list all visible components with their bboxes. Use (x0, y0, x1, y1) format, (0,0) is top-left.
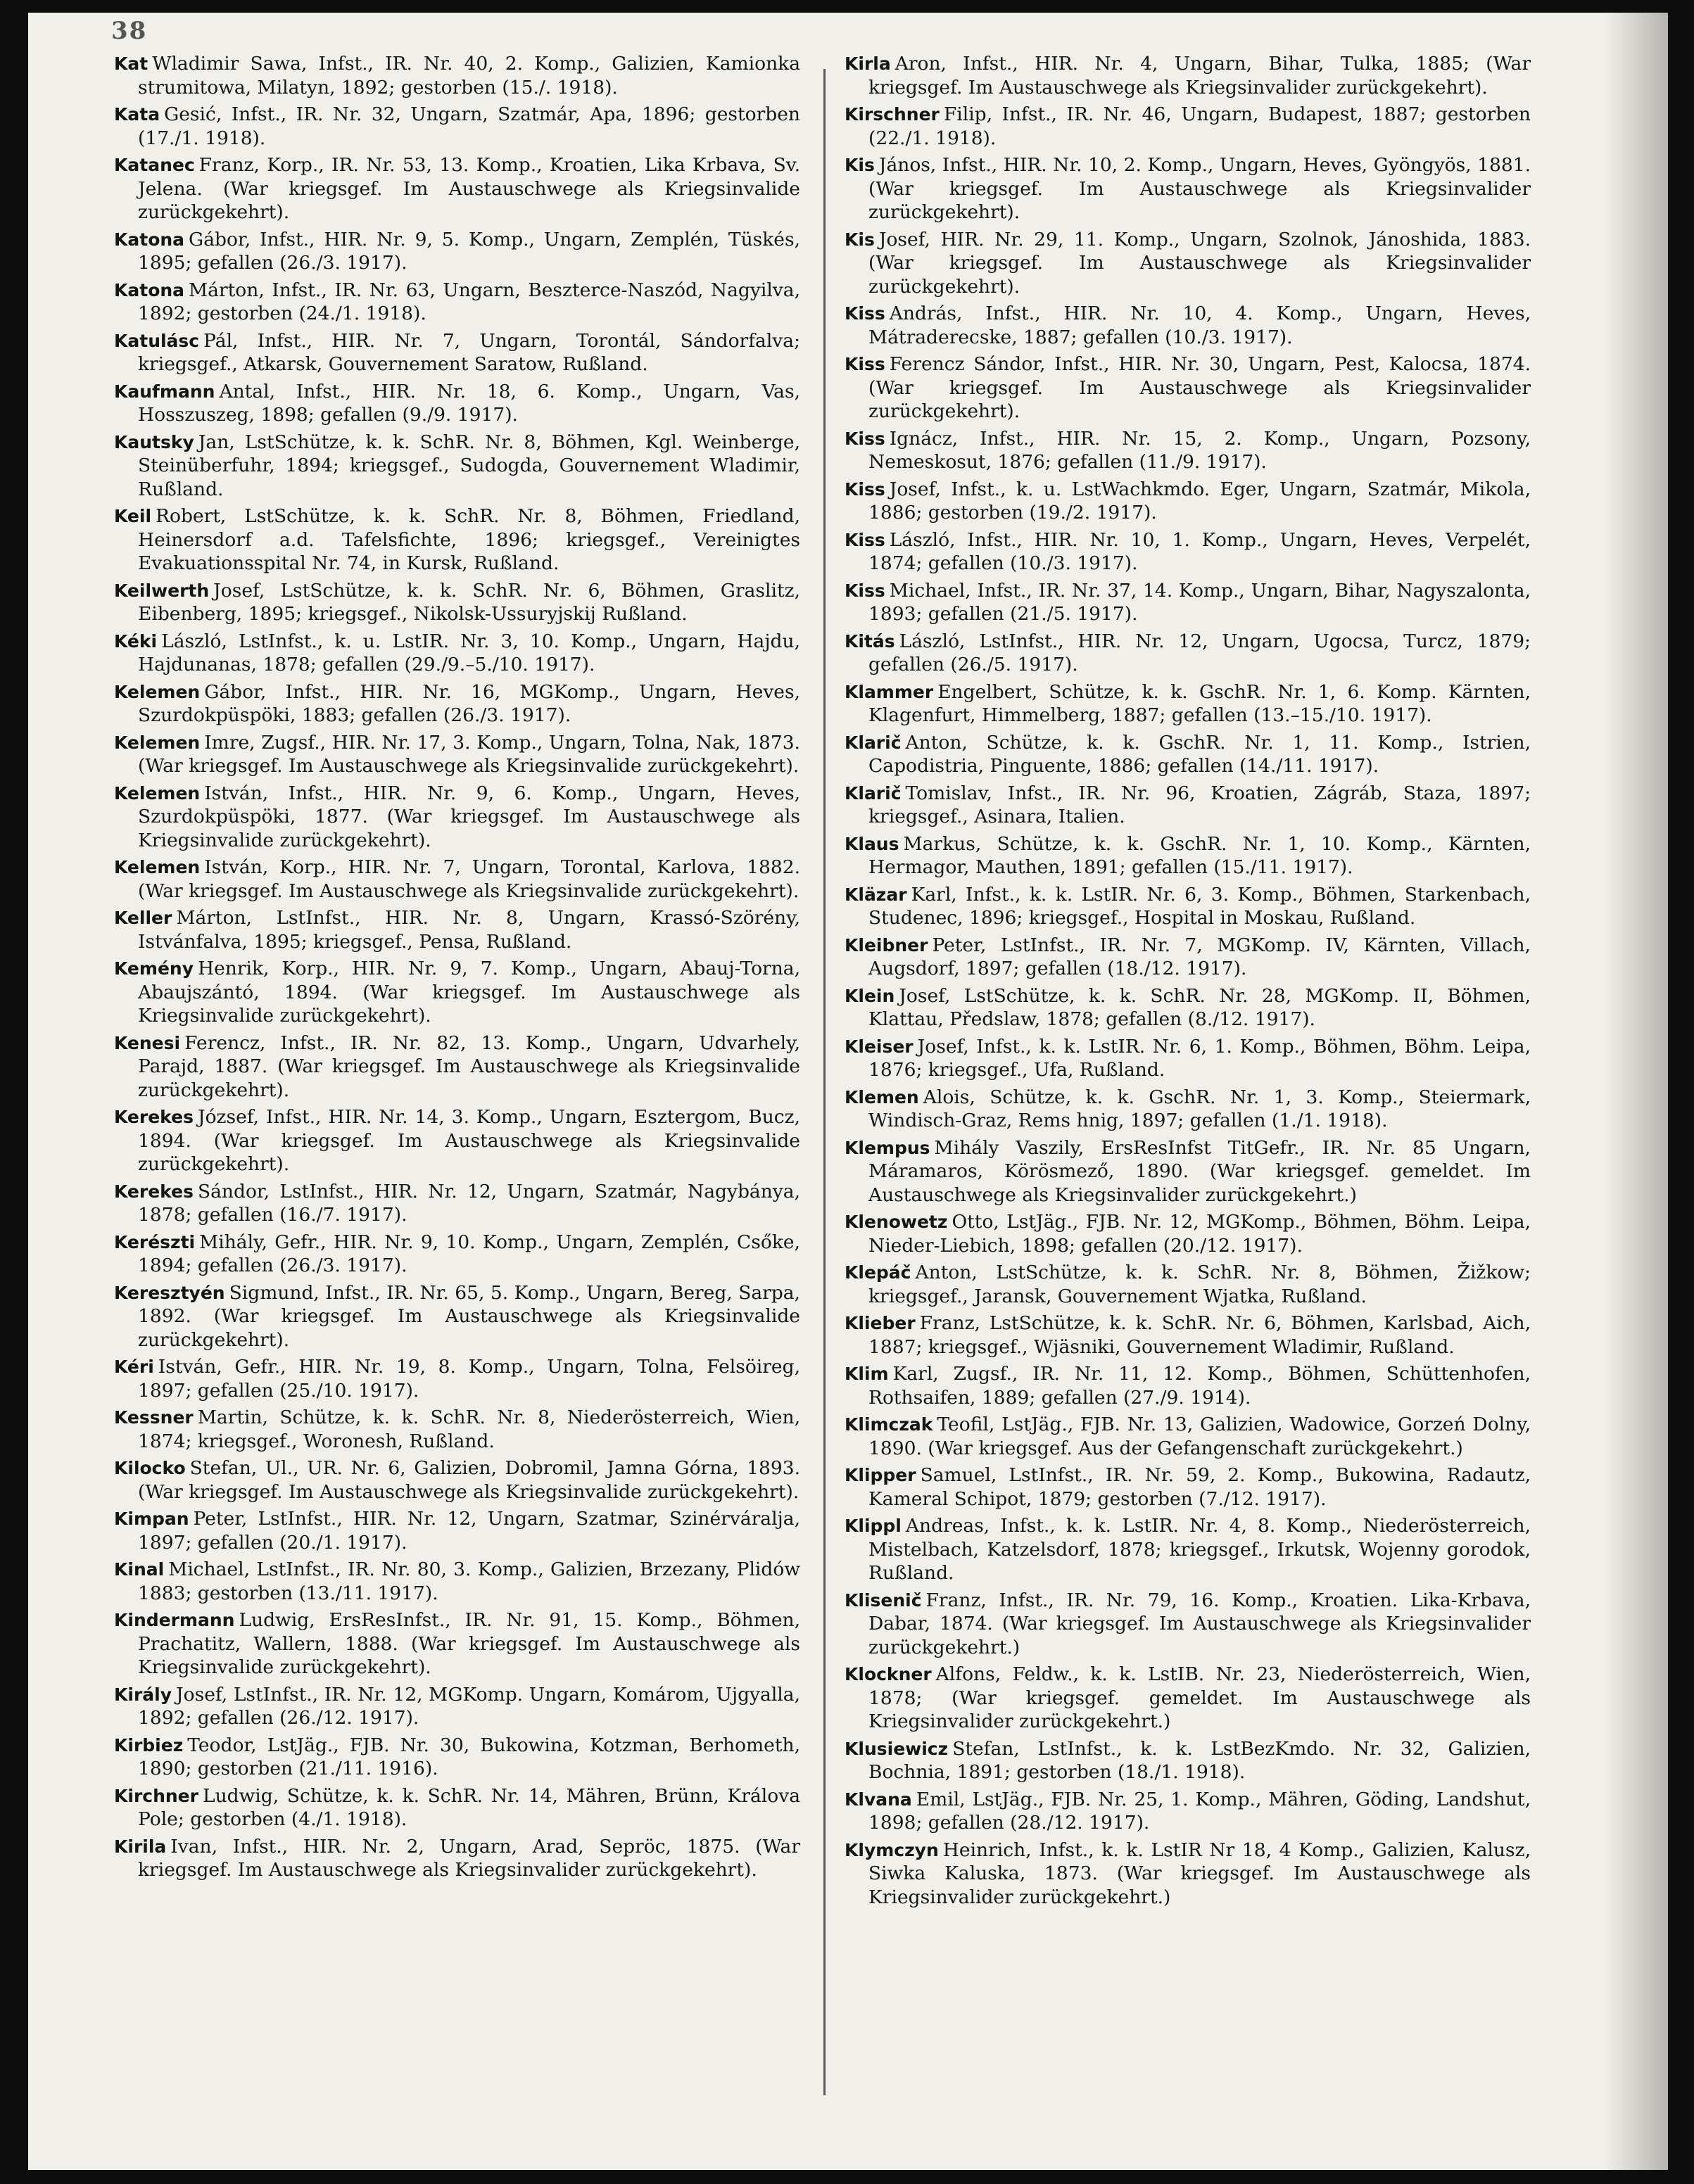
entry-details: Gesić, Infst., IR. Nr. 32, Ungarn, Szatmár, Apa, 1896; gestorben (17./1. 1918). (138, 103, 800, 149)
register-entry (114, 1231, 800, 1278)
register-entry (114, 380, 800, 427)
register-entry (114, 1105, 800, 1176)
entry-details: Márton, LstInfst., HIR. Nr. 8, Ungarn, Krassó-Szörény, Istvánfalva, 1895; kriegsgef., Pensa, Rußland. (138, 907, 800, 953)
entry-details: Franz, Korp., IR. Nr. 53, 13. Komp., Kroatien, Lika Krbava, Sv. Jelena. (War kriegsgef. Im Austauschwege als Kriegsinvalide zurückgekehrt). (138, 154, 800, 223)
register-entry (114, 1180, 800, 1227)
entry-details: Teodor, LstJäg., FJB. Nr. 30, Bukowina, Kotzman, Berhometh, 1890; gestorben (21./11. 1916). (138, 1734, 800, 1779)
right-column (845, 52, 1531, 1912)
entry-details: Filip, Infst., IR. Nr. 46, Ungarn, Budapest, 1887; gestorben (22./1. 1918). (868, 103, 1531, 149)
entry-details: Pál, Infst., HIR. Nr. 7, Ungarn, Torontál, Sándorfalva; kriegsgef., Atkarsk, Gouvernement Saratow, Rußland. (138, 329, 800, 375)
register-entry (845, 528, 1531, 576)
entry-surname: Klusiewicz (845, 1738, 949, 1759)
entry-details: Ferencz, Infst., IR. Nr. 82, 13. Komp., Ungarn, Udvarhely, Parajd, 1887. (War kriegsgef. Im Austauschwege als Kriegsinvalide zurückgekehrt). (138, 1031, 800, 1101)
register-entry (114, 1835, 800, 1882)
register-entry (845, 52, 1531, 99)
document-page (28, 13, 1668, 2170)
register-entry (114, 1281, 800, 1352)
entry-surname: Kata (114, 104, 160, 125)
register-entry (845, 630, 1531, 677)
register-entry (114, 1608, 800, 1680)
page-number: 38 (111, 17, 148, 45)
register-entry (845, 934, 1531, 981)
entry-details: Márton, Infst., IR. Nr. 63, Ungarn, Beszterce-Naszód, Nagyilva, 1892; gestorben (24./1. 1918). (138, 279, 800, 324)
entry-surname: Kerészti (114, 1231, 196, 1252)
entry-surname: Klarič (845, 782, 902, 804)
register-entry (114, 579, 800, 626)
entry-surname: Klenowetz (845, 1212, 948, 1232)
entry-surname: Kis (845, 229, 875, 250)
entry-details: Gábor, Infst., HIR. Nr. 16, MGKomp., Ungarn, Heves, Szurdokpüspöki, 1883; gefallen (26./3. 1917). (138, 680, 800, 726)
entry-details: László, Infst., HIR. Nr. 10, 1. Komp., Ungarn, Heves, Verpelét, 1874; gefallen (10./3. 1917). (868, 528, 1531, 574)
entry-details: Anton, Schütze, k. k. GschR. Nr. 1, 11. Komp., Istrien, Capodistria, Pinguente, 1886; gefallen (14./11. 1917). (868, 731, 1531, 777)
entry-surname: Kiss (845, 529, 885, 550)
entry-details: Aron, Infst., HIR. Nr. 4, Ungarn, Bihar, Tulka, 1885; (War kriegsgef. Im Austauschwege als Kriegsinvalider zurückgekehrt). (868, 53, 1531, 99)
register-entry (845, 1589, 1531, 1660)
entry-details: Jan, LstSchütze, k. k. SchR. Nr. 8, Böhmen, Kgl. Weinberge, Steinüberfuhr, 1894; kriegsgef., Sudogda, Gouvernement Wladimir, Rußland. (138, 431, 800, 500)
entry-surname: Keilwerth (114, 580, 210, 601)
register-entry (114, 782, 800, 853)
entry-surname: Keresztyén (114, 1282, 225, 1303)
entry-details: Ferencz Sándor, Infst., HIR. Nr. 30, Ungarn, Pest, Kalocsa, 1874. (War kriegsgef. Im Austauschwege als Kriegsinvalider zurückgekehrt). (868, 353, 1531, 422)
entry-surname: Klein (845, 985, 895, 1006)
register-entry (845, 228, 1531, 299)
entry-surname: Kirschner (845, 104, 940, 125)
entry-details: Sándor, LstInfst., HIR. Nr. 12, Ungarn, Szatmár, Nagybánya, 1878; gefallen (16./7. 1917). (138, 1180, 800, 1226)
entry-details: László, LstInfst., k. u. LstIR. Nr. 3, 10. Komp., Ungarn, Hajdu, Hajdunanas, 1878; gefallen (29./9.–5./10. 1917). (138, 630, 800, 675)
entry-surname: Keil (114, 506, 152, 526)
entry-surname: Katona (114, 229, 185, 250)
entry-details: Karl, Infst., k. k. LstIR. Nr. 6, 3. Komp., Böhmen, Starkenbach, Studenec, 1896; kriegsgef., Hospital in Moskau, Rußland. (868, 883, 1531, 929)
entry-details: Martin, Schütze, k. k. SchR. Nr. 8, Niederösterreich, Wien, 1874; kriegsgef., Woronesh, Rußland. (138, 1407, 800, 1452)
entry-details: Andreas, Infst., k. k. LstIR. Nr. 4, 8. Komp., Niederösterreich, Mistelbach, Katzelsdorf, 1878; kriegsgef., Irkutsk, Wojenny gorodok, Rußland. (868, 1515, 1531, 1584)
entry-surname: Klaus (845, 833, 899, 854)
register-entry (114, 279, 800, 326)
entry-details: Gábor, Infst., HIR. Nr. 9, 5. Komp., Ungarn, Zemplén, Tüskés, 1895; gefallen (26./3. 1917). (138, 228, 800, 274)
entry-details: Franz, Infst., IR. Nr. 79, 16. Komp., Kroatien. Lika-Krbava, Dabar, 1874. (War kriegsgef. Im Austauschwege als Kriegsinvalider zurückgekehrt.) (868, 1589, 1531, 1658)
entry-surname: Kemény (114, 958, 194, 979)
entry-surname: Klieber (845, 1313, 916, 1333)
register-entry (845, 1839, 1531, 1910)
entry-surname: Kelemen (114, 681, 201, 702)
entry-details: Heinrich, Infst., k. k. LstIR Nr 18, 4 Komp., Galizien, Kalusz, Siwka Kaluska, 1873. (War kriegsgef. Im Austauschwege als Kriegsinvalider zurückgekehrt.) (868, 1839, 1531, 1908)
entry-surname: Kitás (845, 630, 895, 652)
entry-details: Stefan, Ul., UR. Nr. 6, Galizien, Dobromil, Jamna Górna, 1893. (War kriegsgef. Im Austauschwege als Kriegsinvalide zurückgekehrt). (138, 1457, 800, 1503)
entry-details: Emil, LstJäg., FJB. Nr. 25, 1. Komp., Mähren, Göding, Landshut, 1898; gefallen (28./12. 1917). (868, 1788, 1531, 1834)
entry-surname: Klarič (845, 732, 902, 753)
register-entry (845, 1362, 1531, 1409)
entry-surname: Klvana (845, 1789, 912, 1810)
entry-surname: Kiss (845, 428, 885, 449)
entry-surname: Kirila (114, 1836, 167, 1857)
entry-surname: Klammer (845, 681, 934, 702)
entry-details: Samuel, LstInfst., IR. Nr. 59, 2. Komp., Bukowina, Radautz, Kameral Schipot, 1879; gestorben (7./12. 1917). (868, 1464, 1531, 1510)
register-entry (114, 329, 800, 376)
register-entry (845, 832, 1531, 880)
register-entry (114, 431, 800, 502)
entry-details: Josef, LstInfst., IR. Nr. 12, MGKomp. Ungarn, Komárom, Ujgyalla, 1892; gefallen (26./12. 1917). (138, 1683, 800, 1729)
entry-surname: Kelemen (114, 782, 201, 804)
entry-surname: Klemen (845, 1086, 919, 1107)
register-entry (845, 478, 1531, 525)
entry-details: István, Gefr., HIR. Nr. 19, 8. Komp., Ungarn, Tolna, Felsöireg, 1897; gefallen (25./10. 1917). (138, 1356, 800, 1402)
entry-details: Imre, Zugsf., HIR. Nr. 17, 3. Komp., Ungarn, Tolna, Nak, 1873. (War kriegsgef. Im Austauschwege als Kriegsinvalide zurückgekehrt). (138, 731, 800, 777)
register-entry (114, 1734, 800, 1781)
entry-surname: Katanec (114, 155, 195, 175)
register-entry (114, 504, 800, 576)
entry-details: Henrik, Korp., HIR. Nr. 9, 7. Komp., Ungarn, Abauj-Torna, Abaujszántó, 1894. (War kriegsgef. Im Austauschwege als Kriegsinvalide zurückgekehrt). (138, 958, 800, 1027)
entry-surname: Kerekes (114, 1107, 194, 1127)
register-entry (114, 680, 800, 728)
register-entry (845, 579, 1531, 626)
entry-details: Stefan, LstInfst., k. k. LstBezKmdo. Nr. 32, Galizien, Bochnia, 1891; gestorben (18./1. 1918). (868, 1737, 1531, 1783)
entry-details: Josef, Infst., k. u. LstWachkmdo. Eger, Ungarn, Szatmár, Mikola, 1886; gestorben (19./2. 1917). (868, 478, 1531, 523)
entry-details: József, Infst., HIR. Nr. 14, 3. Komp., Ungarn, Esztergom, Bucz, 1894. (War kriegsgef. Im Austauschwege als Kriegsinvalide zurückgekehrt). (138, 1106, 800, 1175)
entry-details: Wladimir Sawa, Infst., IR. Nr. 40, 2. Komp., Galizien, Kamionka strumitowa, Milatyn, 1892; gestorben (15./. 1918). (138, 53, 800, 99)
register-entry (845, 153, 1531, 224)
entry-surname: Kiss (845, 478, 885, 500)
entry-surname: Klempus (845, 1137, 930, 1158)
entry-surname: Klimczak (845, 1414, 933, 1435)
register-entry (845, 731, 1531, 778)
entry-details: János, Infst., HIR. Nr. 10, 2. Komp., Ungarn, Heves, Gyöngyös, 1881. (War kriegsgef. Im Austauschwege als Kriegsinvalider zurückgekehrt). (868, 154, 1531, 223)
entry-surname: Kat (114, 53, 148, 74)
entry-details: Engelbert, Schütze, k. k. GschR. Nr. 1, 6. Komp. Kärnten, Klagenfurt, Himmelberg, 1887; gefallen (13.–15./10. 1917). (868, 680, 1531, 726)
entry-details: István, Infst., HIR. Nr. 9, 6. Komp., Ungarn, Heves, Szurdokpüspöki, 1877. (War kriegsgef. Im Austauschwege als Kriegsinvalide zurückgekehrt). (138, 782, 800, 851)
register-entry (114, 1031, 800, 1103)
entry-surname: Kleiser (845, 1036, 914, 1057)
entry-surname: Kautsky (114, 431, 194, 452)
entry-surname: Kiss (845, 354, 885, 374)
entry-surname: Klim (845, 1364, 889, 1384)
register-entry (114, 957, 800, 1028)
entry-details: Ivan, Infst., HIR. Nr. 2, Ungarn, Arad, Sepröс, 1875. (War kriegsgef. Im Austauschwege als Kriegsinvalider zurückgekehrt). (138, 1835, 800, 1881)
register-entry (845, 1464, 1531, 1511)
entry-details: Mihály Vaszily, ErsResInfst TitGefr., IR. Nr. 85 Ungarn, Máramaros, Körösmező, 1890. (War kriegsgef. gemeldet. Im Austauschwege als Kriegsinvalider zurückgekehrt.) (868, 1136, 1531, 1206)
entry-details: András, Infst., HIR. Nr. 10, 4. Komp., Ungarn, Heves, Mátraderecske, 1887; gefallen (10./3. 1917). (868, 303, 1531, 348)
entry-surname: Kläzar (845, 884, 907, 905)
register-entry (845, 302, 1531, 349)
register-entry (845, 1136, 1531, 1207)
entry-details: Ludwig, ErsResInfst., IR. Nr. 91, 15. Komp., Böhmen, Prachatitz, Wallern, 1888. (War kriegsgef. Im Austauschwege als Kriegsinvalide zurückgekehrt). (138, 1609, 800, 1678)
register-entry (114, 1683, 800, 1730)
entry-details: Karl, Zugsf., IR. Nr. 11, 12. Komp., Böhmen, Schüttenhofen, Rothsaifen, 1889; gefallen (27./9. 1914). (868, 1363, 1531, 1409)
entry-surname: Kelemen (114, 732, 201, 753)
entry-details: Ignácz, Infst., HIR. Nr. 15, 2. Komp., Ungarn, Pozsony, Nemeskosut, 1876; gefallen (11./9. 1917). (868, 427, 1531, 473)
entry-surname: Katona (114, 279, 185, 300)
entry-surname: Kelemen (114, 857, 201, 877)
entry-surname: Klisenič (845, 1589, 922, 1611)
register-entry (845, 1514, 1531, 1585)
entry-surname: Kimpan (114, 1509, 189, 1529)
entry-surname: Klymczyn (845, 1839, 939, 1860)
entry-details: Franz, LstSchütze, k. k. SchR. Nr. 6, Böhmen, Karlsbad, Aich, 1887; kriegsgef., Wjäsniki, Gouvernement Wladimir, Rußland. (868, 1312, 1531, 1358)
register-entry (114, 731, 800, 778)
entry-surname: Kaufmann (114, 381, 215, 402)
register-entry (845, 984, 1531, 1031)
register-entry (845, 1210, 1531, 1257)
register-entry (114, 228, 800, 275)
entry-surname: Kirbiez (114, 1734, 184, 1756)
register-entry (114, 906, 800, 953)
entry-details: Josef, HIR. Nr. 29, 11. Komp., Ungarn, Szolnok, Jánoshida, 1883. (War kriegsgef. Im Austauschwege als Kriegsinvalider zurückgekehrt). (868, 228, 1531, 298)
entry-details: Robert, LstSchütze, k. k. SchR. Nr. 8, Böhmen, Friedland, Heinersdorf a.d. Tafelsfichte, 1896; kriegsgef., Vereinigtes Evakuationsspital Nr. 74, in Kursk, Rußland. (138, 505, 800, 574)
entry-details: Josef, LstSchütze, k. k. SchR. Nr. 6, Böhmen, Graslitz, Eibenberg, 1895; kriegsgef., Nikolsk-Ussuryjskij Rußland. (138, 579, 800, 625)
register-entry (114, 1456, 800, 1504)
entry-details: László, LstInfst., HIR. Nr. 12, Ungarn, Ugocsa, Turcz, 1879; gefallen (26./5. 1917). (868, 630, 1531, 675)
entry-details: Josef, Infst., k. k. LstIR. Nr. 6, 1. Komp., Böhmen, Böhm. Leipa, 1876; kriegsgef., Ufa, Rußland. (868, 1035, 1531, 1081)
entry-surname: Kilocko (114, 1458, 186, 1478)
register-entry (845, 883, 1531, 930)
entry-surname: Keller (114, 908, 172, 928)
register-entry (114, 1406, 800, 1453)
left-column (114, 52, 800, 1886)
entry-surname: Kenesi (114, 1032, 181, 1053)
scan-edge-shadow (1605, 13, 1668, 2170)
entry-surname: Kis (845, 155, 875, 175)
entry-surname: Klipper (845, 1465, 916, 1485)
register-entry (845, 1737, 1531, 1784)
entry-details: Ludwig, Schütze, k. k. SchR. Nr. 14, Mähren, Brünn, Králova Pole; gestorben (4./1. 1918). (138, 1784, 800, 1830)
register-entry (114, 630, 800, 677)
register-entry (845, 1261, 1531, 1308)
entry-details: Tomislav, Infst., IR. Nr. 96, Kroatien, Zágráb, Staza, 1897; kriegsgef., Asinara, Italien. (868, 782, 1531, 827)
column-divider (823, 69, 826, 2095)
entry-surname: Katulásc (114, 330, 200, 351)
register-entry (845, 427, 1531, 474)
entry-details: Markus, Schütze, k. k. GschR. Nr. 1, 10. Komp., Kärnten, Hermagor, Mauthen, 1891; gefallen (15./11. 1917). (868, 832, 1531, 878)
register-entry (114, 1507, 800, 1554)
register-entry (114, 1558, 800, 1605)
entry-surname: Kirchner (114, 1785, 198, 1806)
entry-surname: Kessner (114, 1407, 194, 1428)
entry-surname: Klippl (845, 1516, 902, 1536)
register-entry (114, 103, 800, 150)
entry-surname: Klockner (845, 1664, 932, 1684)
register-entry (114, 1784, 800, 1831)
entry-surname: Kiss (845, 580, 885, 601)
register-entry (114, 1355, 800, 1402)
entry-surname: Kindermann (114, 1610, 235, 1630)
entry-surname: Kinal (114, 1559, 165, 1580)
register-entry (845, 1035, 1531, 1082)
register-entry (845, 680, 1531, 728)
entry-surname: Kéki (114, 630, 158, 652)
register-entry (845, 1413, 1531, 1460)
entry-surname: Kéri (114, 1357, 154, 1377)
entry-details: Anton, LstSchütze, k. k. SchR. Nr. 8, Böhmen, Žižkow; kriegsgef., Jaransk, Gouvernement Wjatka, Rußland. (868, 1262, 1531, 1307)
register-entry (114, 153, 800, 224)
entry-details: Alfons, Feldw., k. k. LstIB. Nr. 23, Niederösterreich, Wien, 1878; (War kriegsgef. gemeldet. Im Austauschwege als Kriegsinvalider zurückgekehrt.) (868, 1663, 1531, 1732)
entry-details: István, Korp., HIR. Nr. 7, Ungarn, Torontal, Karlova, 1882. (War kriegsgef. Im Austauschwege als Kriegsinvalide zurückgekehrt). (138, 856, 800, 902)
entry-details: Michael, LstInfst., IR. Nr. 80, 3. Komp., Galizien, Brzezany, Plidów 1883; gestorben (13./11. 1917). (138, 1558, 800, 1604)
register-entry (845, 1788, 1531, 1835)
entry-surname: Király (114, 1684, 172, 1705)
entry-surname: Kerekes (114, 1181, 194, 1202)
entry-details: Peter, LstInfst., IR. Nr. 7, MGKomp. IV, Kärnten, Villach, Augsdorf, 1897; gefallen (18./12. 1917). (868, 934, 1531, 979)
entry-details: Mihály, Gefr., HIR. Nr. 9, 10. Komp., Ungarn, Zemplén, Csőke, 1894; gefallen (26./3. 1917). (138, 1231, 800, 1276)
register-entry (845, 1312, 1531, 1359)
register-entry (845, 1086, 1531, 1133)
entry-details: Otto, LstJäg., FJB. Nr. 12, MGKomp., Böhmen, Böhm. Leipa, Nieder-Liebich, 1898; gefallen (20./12. 1917). (868, 1211, 1531, 1257)
entry-details: Michael, Infst., IR. Nr. 37, 14. Komp., Ungarn, Bihar, Nagyszalonta, 1893; gefallen (21./5. 1917). (868, 579, 1531, 625)
register-entry (845, 353, 1531, 424)
register-entry (845, 1663, 1531, 1734)
register-entry (114, 856, 800, 903)
entry-surname: Kirla (845, 53, 891, 74)
register-entry (114, 52, 800, 99)
entry-surname: Kiss (845, 303, 885, 324)
entry-details: Alois, Schütze, k. k. GschR. Nr. 1, 3. Komp., Steiermark, Windisch-Graz, Rems hnig, 1897; gefallen (1./1. 1918). (868, 1086, 1531, 1131)
entry-details: Sigmund, Infst., IR. Nr. 65, 5. Komp., Ungarn, Bereg, Sarpa, 1892. (War kriegsgef. Im Austauschwege als Kriegsinvalide zurückgekehrt). (138, 1281, 800, 1351)
entry-details: Teofil, LstJäg., FJB. Nr. 13, Galizien, Wadowice, Gorzeń Dolny, 1890. (War kriegsgef. Aus der Gefangenschaft zurückgekehrt.) (868, 1414, 1531, 1459)
entry-details: Antal, Infst., HIR. Nr. 18, 6. Komp., Ungarn, Vas, Hosszuszeg, 1898; gefallen (9./9. 1917). (138, 380, 800, 426)
entry-details: Josef, LstSchütze, k. k. SchR. Nr. 28, MGKomp. II, Böhmen, Klattau, Předslaw, 1878; gefallen (8./12. 1917). (868, 984, 1531, 1030)
entry-surname: Klepáč (845, 1262, 911, 1283)
register-entry (845, 782, 1531, 829)
register-entry (845, 103, 1531, 150)
entry-details: Peter, LstInfst., HIR. Nr. 12, Ungarn, Szatmar, Szinérváralja, 1897; gefallen (20./1. 1917). (138, 1508, 800, 1554)
entry-surname: Kleibner (845, 934, 928, 956)
